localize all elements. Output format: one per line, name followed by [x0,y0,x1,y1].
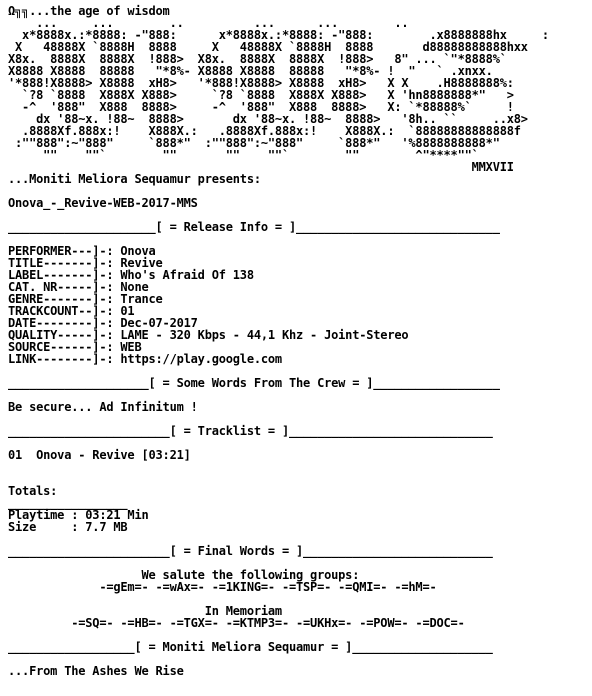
nfo-line: CAT. NR-----]-: None [8,280,149,294]
nfo-line: QUALITY-----]-: LAME - 320 Kbps - 44,1 Khz - Joint-Stereo [8,328,409,342]
nfo-line: -=gEm=- -=wAx=- -=1KING=- -=TSP=- -=QMI=- -=hM=- [8,580,437,594]
nfo-line: _____________________[ = Release Info = ]_____________________________ [8,220,500,234]
nfo-line: X 48888X `8888H 8888 X 48888X `8888H 8888 d88888888888hxx [8,40,528,54]
nfo-line: X8x. 8888X 8888X !888> X8x. 8888X 8888X !888> 8" ... `"*8888%` [8,52,507,66]
nfo-line: Totals: [8,484,58,498]
nfo-line: ...From The Ashes We Rise [8,664,184,678]
nfo-line: "" ""` "" "" ""` "" ^"****""` [8,148,479,162]
nfo-line: LABEL-------]-: Who's Afraid Of 138 [8,268,254,282]
nfo-line: LINK--------]-: https://play.google.com [8,352,282,366]
nfo-line: ...Moniti Meliora Sequamur presents: [8,172,261,186]
nfo-line: X8888 X8888 88888 "*8%- X8888 X8888 88888 "*8%- ! " ` .xnxx. [8,64,493,78]
nfo-line: Be secure... Ad Infinitum ! [8,400,198,414]
nfo-line: Size : 7.7 MB [8,520,128,534]
nfo-line: ... ... .. ... ... .. [8,16,409,30]
nfo-line: `?8 `8888 X888X X888> `?8 `8888 X888X X888> X 'hn8888888*" > [8,88,514,102]
nfo-line: TITLE-------]-: Revive [8,256,163,270]
nfo-line: dx '88~x. !88~ 8888> dx '88~x. !88~ 8888> '8h.. `` ..x8> [8,112,528,126]
nfo-line: Playtime : 03:21 Min [8,508,149,522]
nfo-line: __________________[ = Moniti Meliora Sequamur = ]____________________ [8,640,493,654]
nfo-line: 01 Onova - Revive [03:21] [8,448,191,462]
nfo-line: We salute the following groups: [8,568,360,582]
nfo-line: _______________________[ = Tracklist = ]_____________________________ [8,424,493,438]
nfo-line: _________________ [8,496,128,510]
nfo-line: MMXVII [8,160,514,174]
nfo-line: In Memoriam [8,604,282,618]
nfo-line: '*888!X8888> X8888 xH8> '*888!X8888> X8888 xH8> X X .H8888888%: [8,76,514,90]
nfo-line: PERFORMER---]-: Onova [8,244,156,258]
nfo-line: DATE--------]-: Dec-07-2017 [8,316,198,330]
nfo-line: .8888Xf.888x:! X888X.: .8888Xf.888x:! X888X.: `88888888888888f [8,124,521,138]
nfo-line: :""888":~"888" `888*" :""888":~"888" `888*" '%8888888888*" [8,136,500,150]
nfo-line: SOURCE------]-: WEB [8,340,142,354]
nfo-line: TRACKCOUNT--]-: 01 [8,304,135,318]
nfo-line: x*8888x.:*8888: -"888: x*8888x.:*8888: -"888: .x8888888hx : [8,28,549,42]
nfo-line: Ω╗╗...the age of wisdom [8,4,170,18]
nfo-line: -^ '888" X888 8888> -^ '888" X888 8888> X: `*88888%` ! [8,100,514,114]
nfo-line: -=SQ=- -=HB=- -=TGX=- -=KTMP3=- -=UKHx=- -=POW=- -=DOC=- [8,616,465,630]
nfo-line: GENRE-------]-: Trance [8,292,163,306]
nfo-line: ____________________[ = Some Words From The Crew = ]__________________ [8,376,500,390]
nfo-line: Onova_-_Revive-WEB-2017-MMS [8,196,198,210]
nfo-line: _______________________[ = Final Words = ]___________________________ [8,544,493,558]
